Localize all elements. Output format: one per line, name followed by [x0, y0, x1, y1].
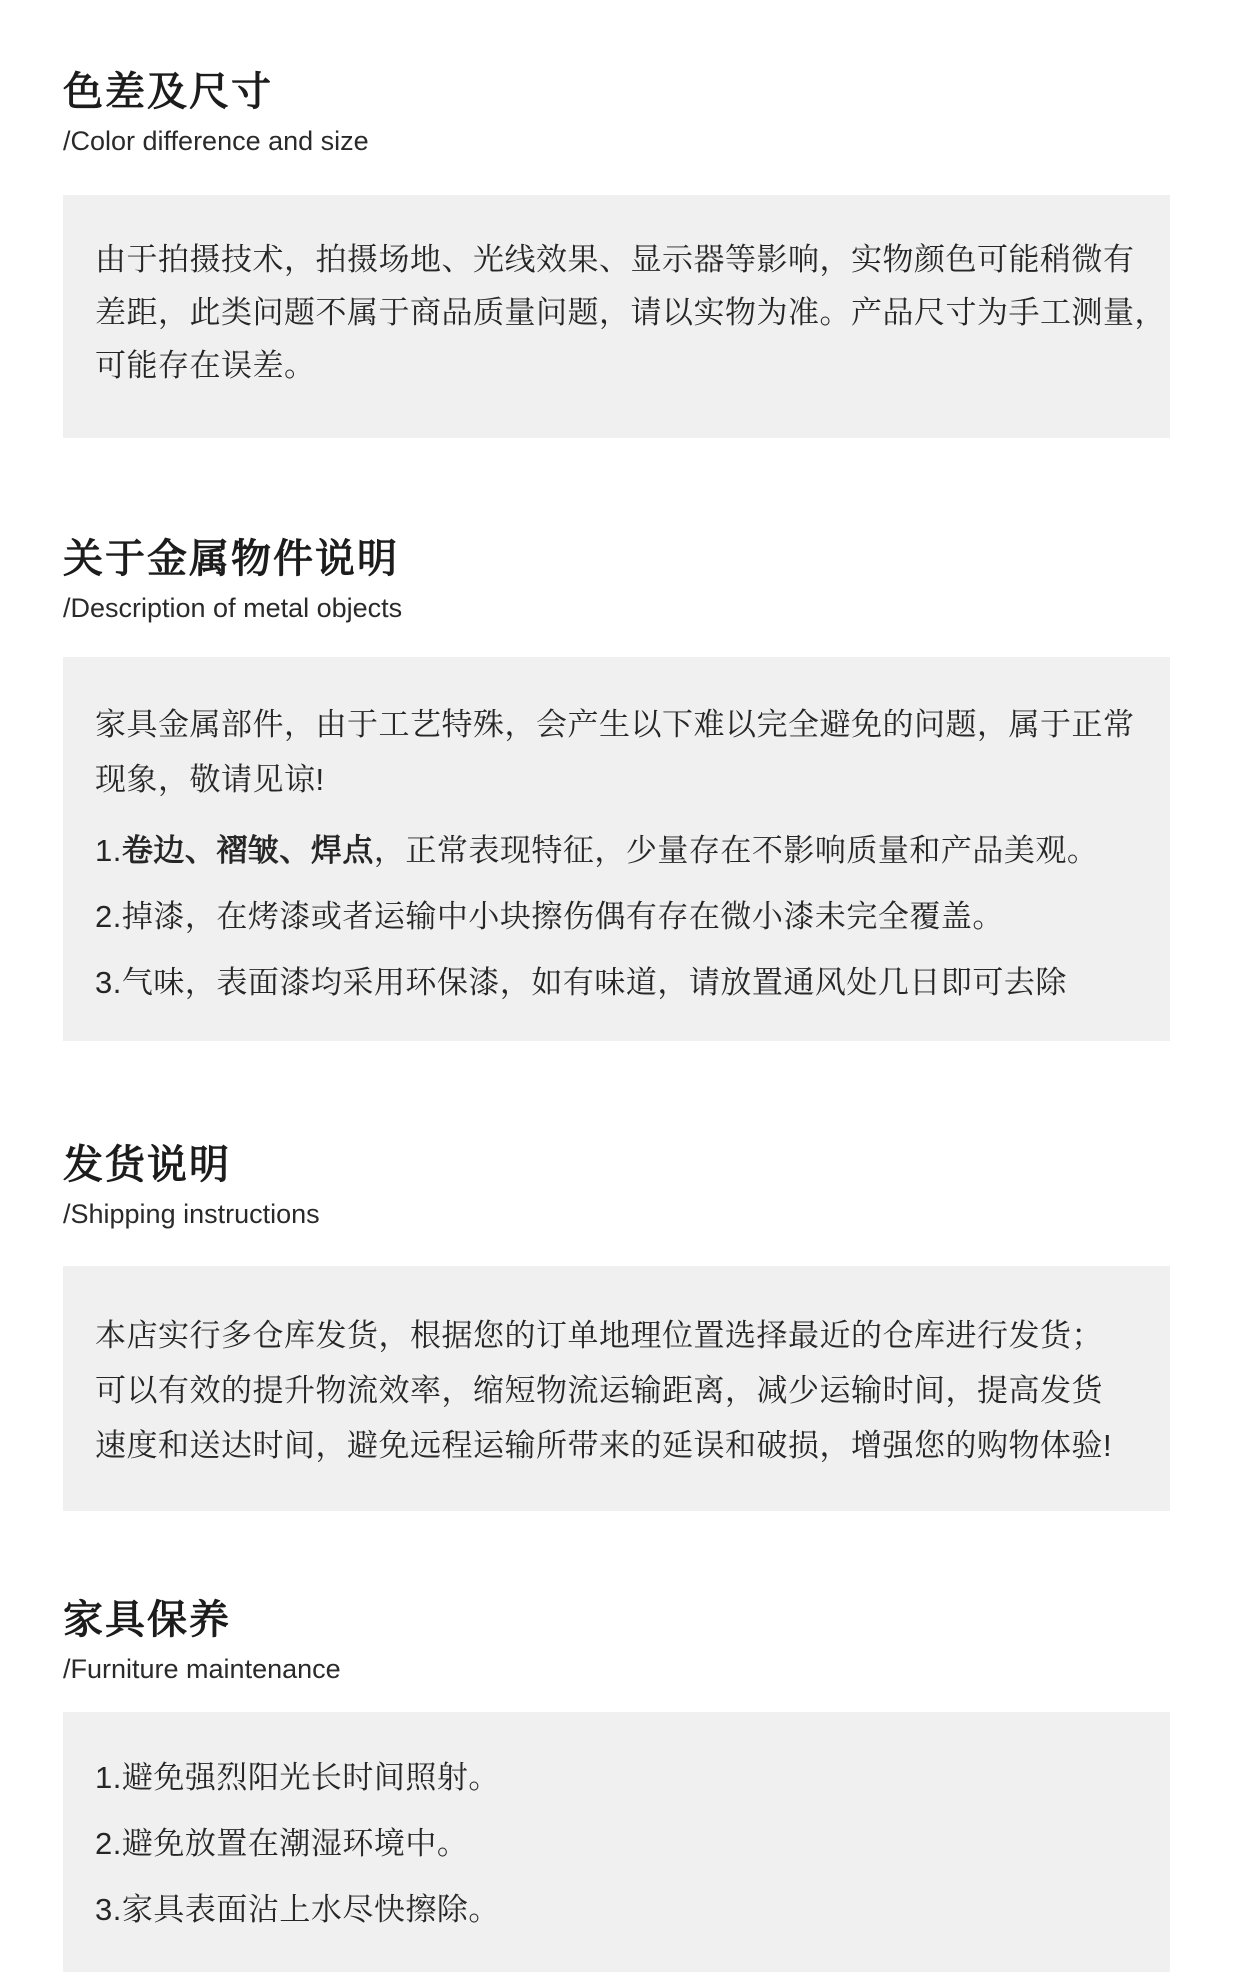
maintenance-note-box: [63, 1712, 1170, 1972]
metal-item-2: [95, 895, 1138, 939]
item-number: 1.: [95, 833, 122, 868]
note-line: 差距，此类问题不属于商品质量问题，请以实物为准。产品尺寸为手工测量，: [95, 295, 1166, 330]
note-line: 由于拍摄技术，拍摄场地、光线效果、显示器等影响，实物颜色可能稍微有: [95, 242, 1135, 277]
maintenance-item-1: [95, 1756, 1138, 1800]
note-line: 可以有效的提升物流效率，缩短物流运输距离，减少运输时间，提高发货: [95, 1373, 1103, 1408]
note-line: 家具金属部件，由于工艺特殊，会产生以下难以完全避免的问题，属于正常: [95, 707, 1135, 742]
maintenance-item-2: [95, 1822, 1138, 1866]
item-keyword: 卷边、褶皱、焊点: [121, 833, 374, 868]
section-maintenance: [63, 1596, 1170, 1972]
color-difference-note-box: [63, 195, 1170, 438]
item-number: 3.: [95, 1892, 122, 1927]
metal-objects-note-box: [63, 657, 1170, 1041]
item-number: 3.: [95, 965, 122, 1000]
note-line: 现象，敬请见谅!: [95, 762, 325, 797]
section-title-en: /Shipping instructions: [63, 1199, 320, 1229]
item-text: 掉漆，在烤漆或者运输中小块擦伤偶有存在微小漆未完全覆盖。: [121, 899, 1004, 934]
metal-objects-intro: [95, 697, 1138, 807]
section-title-cn: 发货说明: [63, 1143, 231, 1187]
note-line: 本店实行多仓库发货，根据您的订单地理位置选择最近的仓库进行发货；: [95, 1318, 1103, 1353]
section-title-cn: 关于金属物件说明: [63, 537, 399, 581]
item-number: 2.: [95, 899, 122, 934]
item-number: 2.: [95, 1826, 122, 1861]
section-title-en: /Color difference and size: [63, 126, 369, 156]
item-text: 避免强烈阳光长时间照射。: [121, 1760, 500, 1795]
section-title-cn: 色差及尺寸: [63, 70, 273, 114]
item-text: 气味，表面漆均采用环保漆，如有味道，请放置通风处几日即可去除: [121, 965, 1067, 1000]
shipping-note-box: [63, 1266, 1170, 1511]
maintenance-item-3: [95, 1888, 1138, 1932]
section-metal-objects: [63, 535, 1170, 1041]
item-text: 避免放置在潮湿环境中。: [121, 1826, 469, 1861]
metal-item-3: [95, 961, 1138, 1005]
item-number: 1.: [95, 1760, 122, 1795]
item-text: ，正常表现特征，少量存在不影响质量和产品美观。: [373, 833, 1099, 868]
section-color-difference: [63, 68, 1170, 438]
section-title-en: /Description of metal objects: [63, 593, 403, 623]
note-line: 速度和送达时间，避免远程运输所带来的延误和破损，增强您的购物体验!: [95, 1428, 1113, 1463]
note-line: 可能存在误差。: [95, 348, 316, 383]
section-title-cn: 家具保养: [63, 1598, 231, 1642]
section-title-en: /Furniture maintenance: [63, 1654, 341, 1684]
item-text: 家具表面沾上水尽快擦除。: [121, 1892, 500, 1927]
metal-item-1: [95, 829, 1138, 873]
section-shipping: [63, 1141, 1170, 1511]
